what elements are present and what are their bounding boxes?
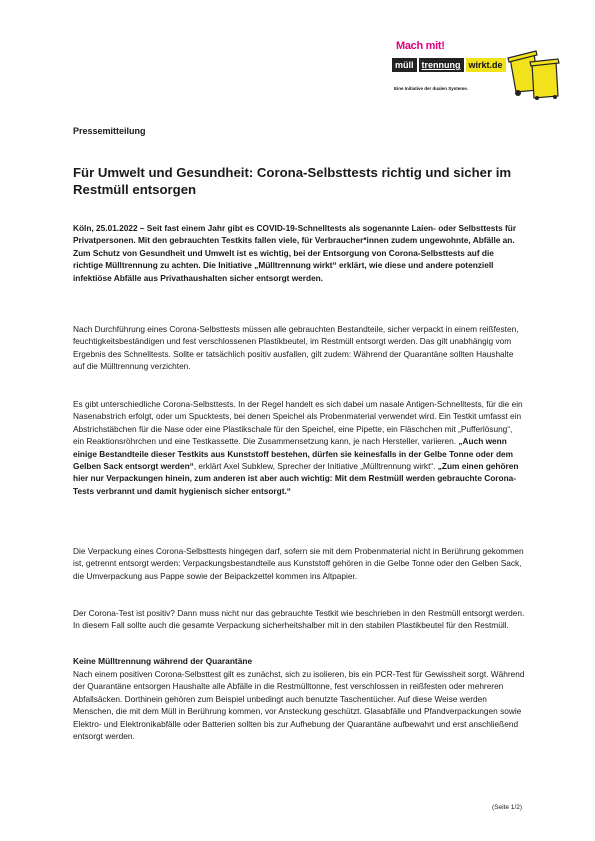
section-heading: Keine Mülltrennung während der Quarantäne [73, 656, 253, 666]
body-paragraph-3 [73, 398, 525, 497]
logo-segment-wirkt: wirkt.de [466, 58, 506, 72]
body-paragraph-4: Die Verpackung eines Corona-Selbsttests hingegen darf, sofern sie mit dem Probenmaterial nicht in Berührung gekommen ist, getrennt entsorgt werden: Verpackungsbestandteile aus Kunststoff gehören in die Gelbe Tonne oder den Gelben Sack, die Umverpackung aus Pappe sowie der Beipackzettel kommen ins Altpapier. [73, 546, 524, 581]
document-kicker: Pressemitteilung [73, 126, 146, 136]
muelltrennung-wirkt-logo [392, 40, 562, 106]
body-paragraph-5: Der Corona-Test ist positiv? Dann muss nicht nur das gebrauchte Testkit wie beschrieben in den Restmüll entsorgt werden. In diesem Fall sollte auch die gesamte Verpackung sicherheitshalber mit in den stabilen Plastikbeutel für den Restmüll. [73, 608, 525, 631]
document-title: Für Umwelt und Gesundheit: Corona-Selbsttests richtig und sicher im Restmüll entsorgen [73, 165, 512, 197]
quote-1: „Auch wenn einige Bestandteile dieser Testkits aus Kunststoff bestehen, dürfen sie keinesfalls in der Gelbe Tonne oder dem Gelben Sack entsorgt werden“ [73, 436, 514, 472]
logo-segment-muell: müll [392, 58, 417, 72]
body-paragraph-6: Nach einem positiven Corona-Selbsttest gilt es zunächst, sich zu isolieren, bis ein PCR-Test für Gewissheit sorgt. Während der Quarantäne entsorgen Haushalte alle Abfälle in die Restmülltonne, fest verschlossen in reißfesten oder mehreren Abfallsäcken. Dorthinein gehören zum Beispiel unbedingt auch benutzte Taschentücher. Auf diese Weise werden Menschen, die mit dem Müll in Berührung kommen, vor Ansteckung geschützt. Glasabfälle und Pfandverpackungen sowie Elektro- und Elektronikabfälle oder Batterien sollten bis zur Aufhebung der Quarantäne aufbewahrt und erst anschließend entsorgt werden. [73, 669, 525, 742]
paragraph-3-text: Es gibt unterschiedliche Corona-Selbsttests. In der Regel handelt es sich dabei um nasale Antigen-Schnelltests, für die ein Nasenabstrich erfolgt, oder um Spucktests, bei denen Speichel als Probenmaterial verwendet wird. Ein Testkit umfasst ein Abstrichstäbchen für die Nase oder eine Plastikschale für den Speichel, eine Pipette, ein Fläschchen mit „Pufferlösung“, ein Reaktionsröhrchen und eine Testkassette. Die Zusammensetzung kann, je nach Hersteller, variieren. [73, 399, 523, 447]
logo-slogan: Mach mit! [396, 40, 445, 52]
page-number: (Seite 1/2) [492, 804, 522, 811]
logo-tagline: Eine Initiative der dualen Systeme. [394, 86, 469, 91]
quote-attribution: , erklärt Axel Subklew, Sprecher der Initiative „Mülltrennung wirkt“. [193, 461, 436, 472]
logo-wordmark [392, 58, 506, 72]
quote-2: „Zum einen gehören hier nur Verpackungen hinein, zum anderen ist aber auch wichtig: Mit dem Restmüll werden gebrauchte Corona-Tests verbrannt und damit hygienisch sicher entsorgt.“ [73, 461, 519, 496]
body-paragraph-2: Nach Durchführung eines Corona-Selbsttests müssen alle gebrauchten Bestandteile, sicher verpackt in einem reißfesten, feuchtigkeitsbeständigen und fest verschlossenen Plastikbeutel, im Restmüll entsorgt werden. Das gilt unabhängig vom Ergebnis des Schnelltests. Sollte er tatsächlich positiv ausfallen, gilt zudem: Während der Quarantäne sollten Haushalte auf die Mülltrennung verzichten. [73, 324, 519, 372]
waste-bins-icon [504, 42, 562, 100]
logo-segment-trennung: trennung [419, 58, 464, 72]
lead-paragraph: Köln, 25.01.2022 – Seit fast einem Jahr gibt es COVID-19-Schnelltests als sogenannte Laien- oder Selbsttests für Privatpersonen. Mit den gebrauchten Testkits fallen viele, für Verbraucher*innen zudem ungewohnte, Abfälle an. Zum Schutz von Gesundheit und Umwelt ist es wichtig, bei der Entsorgung von Corona-Selbsttests auf die richtige Mülltrennung zu achten. Die Initiative „Mülltrennung wirkt“ erklärt, wie diese und andere potenziell infektiöse Abfälle aus Privathaushalten sicher entsorgt werden. [73, 223, 517, 283]
